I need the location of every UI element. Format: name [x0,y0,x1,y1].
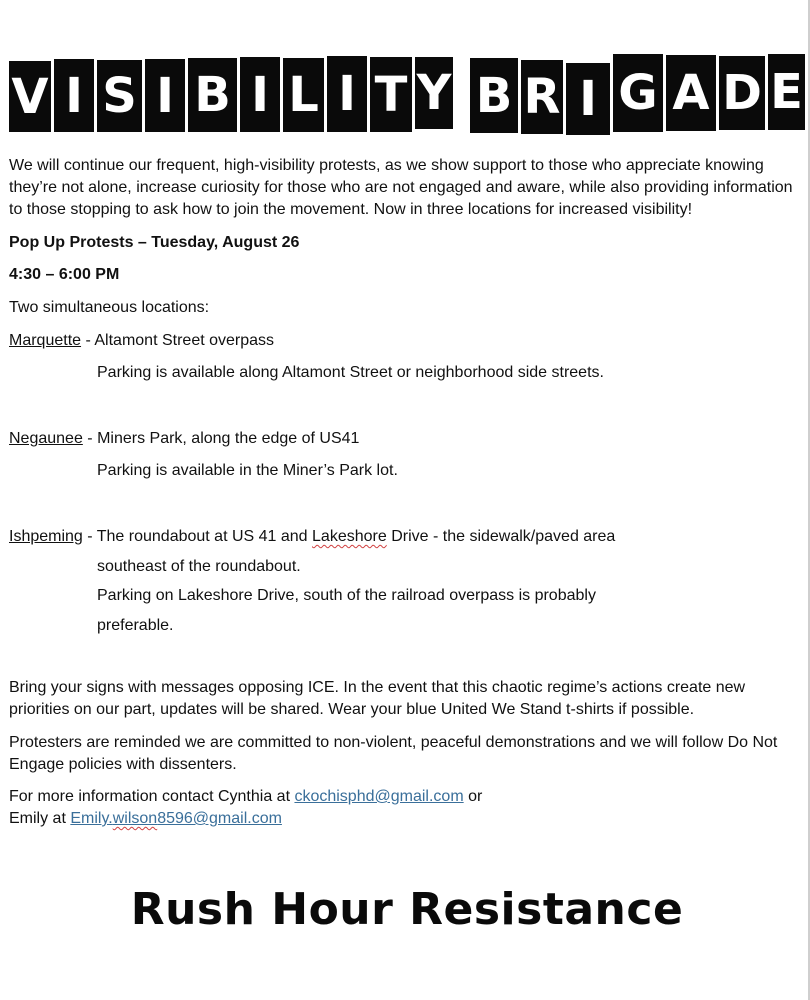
email-part: 8596@gmail.com [157,810,282,827]
contact-line-cynthia [9,786,799,808]
banner-letter: L [283,58,324,132]
location-name: Marquette [9,332,82,349]
banner-letter: Y [415,57,453,129]
contact-line-emily [9,808,799,830]
peace-note: Engage policies with dissenters. [9,756,237,773]
email-part: Emily. [70,810,113,827]
banner-letter: R [521,60,563,134]
banner-letter: S [97,60,142,132]
event-heading: Pop Up Protests – Tuesday, August 26 [9,234,300,251]
spellcheck-word: Lakeshore [312,528,387,545]
contact-text: Emily at [9,810,71,827]
location-desc: - Altamont Street overpass [81,332,275,349]
banner-letter: I [240,57,280,132]
email-link-emily[interactable] [70,810,282,827]
title-banner [9,52,805,136]
location-negaunee [9,428,799,450]
banner-letter: B [470,58,518,133]
signs-note: Bring your signs with messages opposing ICE. In the event that this chaotic regime’s actions create new [9,679,746,696]
email-link-cynthia[interactable]: ckochisphd@gmail.com [294,788,464,805]
banner-letter: I [54,59,94,132]
location-desc: Drive - the sidewalk/paved area [386,528,616,545]
location-name: Ishpeming [9,528,83,545]
banner-letter: G [613,54,663,132]
location-name: Negaunee [9,430,83,447]
banner-letter: B [188,58,237,132]
intro-line: they’re not alone, increase curiosity for those who are not engaged and aware, while also providing information [9,179,793,196]
banner-letter: T [370,57,412,132]
banner-letter: V [9,61,51,132]
location-desc-continued: southeast of the roundabout. [97,558,301,575]
banner-letter: E [768,54,805,130]
email-part: wilson [112,810,158,827]
location-ishpeming [9,526,799,548]
intro-line: to those stopping to ask how to join the movement. Now in three locations for increased visibility! [9,201,693,218]
location-desc: - The roundabout at US 41 and [82,528,313,545]
banner-letter: I [327,56,367,132]
signs-note: priorities on our part, updates will be shared. Wear your blue United We Stand t-shirts if possible. [9,701,695,718]
banner-letter: I [145,59,185,132]
banner-letter: D [719,56,765,130]
intro-line: We will continue our frequent, high-visibility protests, as we show support to those who appreciate knowing [9,157,764,174]
parking-ishpeming: Parking on Lakeshore Drive, south of the railroad overpass is probably [97,587,596,604]
banner-letter: A [666,55,716,131]
parking-ishpeming-continued: preferable. [97,617,174,634]
location-desc: - Miners Park, along the edge of US41 [82,430,360,447]
locations-intro: Two simultaneous locations: [9,299,210,316]
contact-text: or [463,788,483,805]
location-marquette [9,330,799,352]
footer-title: Rush Hour Resistance [130,884,684,935]
contact-text: For more information contact Cynthia at [9,788,295,805]
parking-negaunee: Parking is available in the Miner’s Park lot. [97,462,398,479]
peace-note: Protesters are reminded we are committed to non-violent, peaceful demonstrations and we will follow Do Not [9,734,778,751]
banner-letter: I [566,63,610,135]
parking-marquette: Parking is available along Altamont Street or neighborhood side streets. [97,364,604,381]
event-time: 4:30 – 6:00 PM [9,266,120,283]
